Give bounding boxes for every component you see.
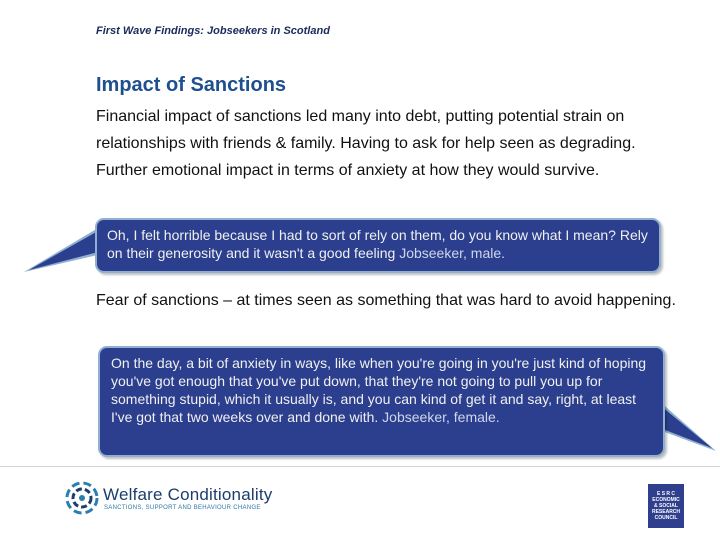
quote-text: Oh, I felt horrible because I had to sort of rely on them, do you know what I mean? Rely on their generosity and it wasn't a good feeling bbox=[107, 227, 648, 261]
speech-bubble-tail-left bbox=[24, 228, 104, 278]
quote-attribution: Jobseeker, male. bbox=[399, 245, 506, 261]
quote-attribution: Jobseeker, female. bbox=[382, 409, 500, 425]
logo-subtitle: SANCTIONS, SUPPORT AND BEHAVIOUR CHANGE bbox=[104, 505, 261, 511]
paragraph-financial-impact: Financial impact of sanctions led many into debt, putting potential strain on relationships with friends & family. Having to ask for help seen as degrading. Further emotional impact in terms of anxiety at how they would survive. bbox=[96, 108, 636, 179]
slide-header: First Wave Findings: Jobseekers in Scotland bbox=[96, 25, 330, 37]
esrc-logo-text: E S R C ECONOMIC & SOCIAL RESEARCH COUNCIL bbox=[651, 491, 681, 521]
quote-bubble-male bbox=[95, 218, 661, 273]
quote-bubble-female bbox=[98, 346, 665, 457]
esrc-logo bbox=[648, 484, 684, 528]
footer-divider bbox=[0, 466, 720, 467]
paragraph-fear-of-sanctions: Fear of sanctions – at times seen as something that was hard to avoid happening. bbox=[96, 292, 676, 309]
slide-title: Impact of Sanctions bbox=[96, 74, 287, 96]
circular-arrows-icon bbox=[65, 481, 99, 515]
logo-title: Welfare Conditionality bbox=[103, 485, 273, 504]
quote-text: On the day, a bit of anxiety in ways, like when you're going in you're just kind of hoping you've got enough that you've put down, that they're not going to pull you up for something stupid, which it usually is, and you can kind of get it and say, right, at least I've got that two weeks over and done with. bbox=[111, 355, 647, 425]
